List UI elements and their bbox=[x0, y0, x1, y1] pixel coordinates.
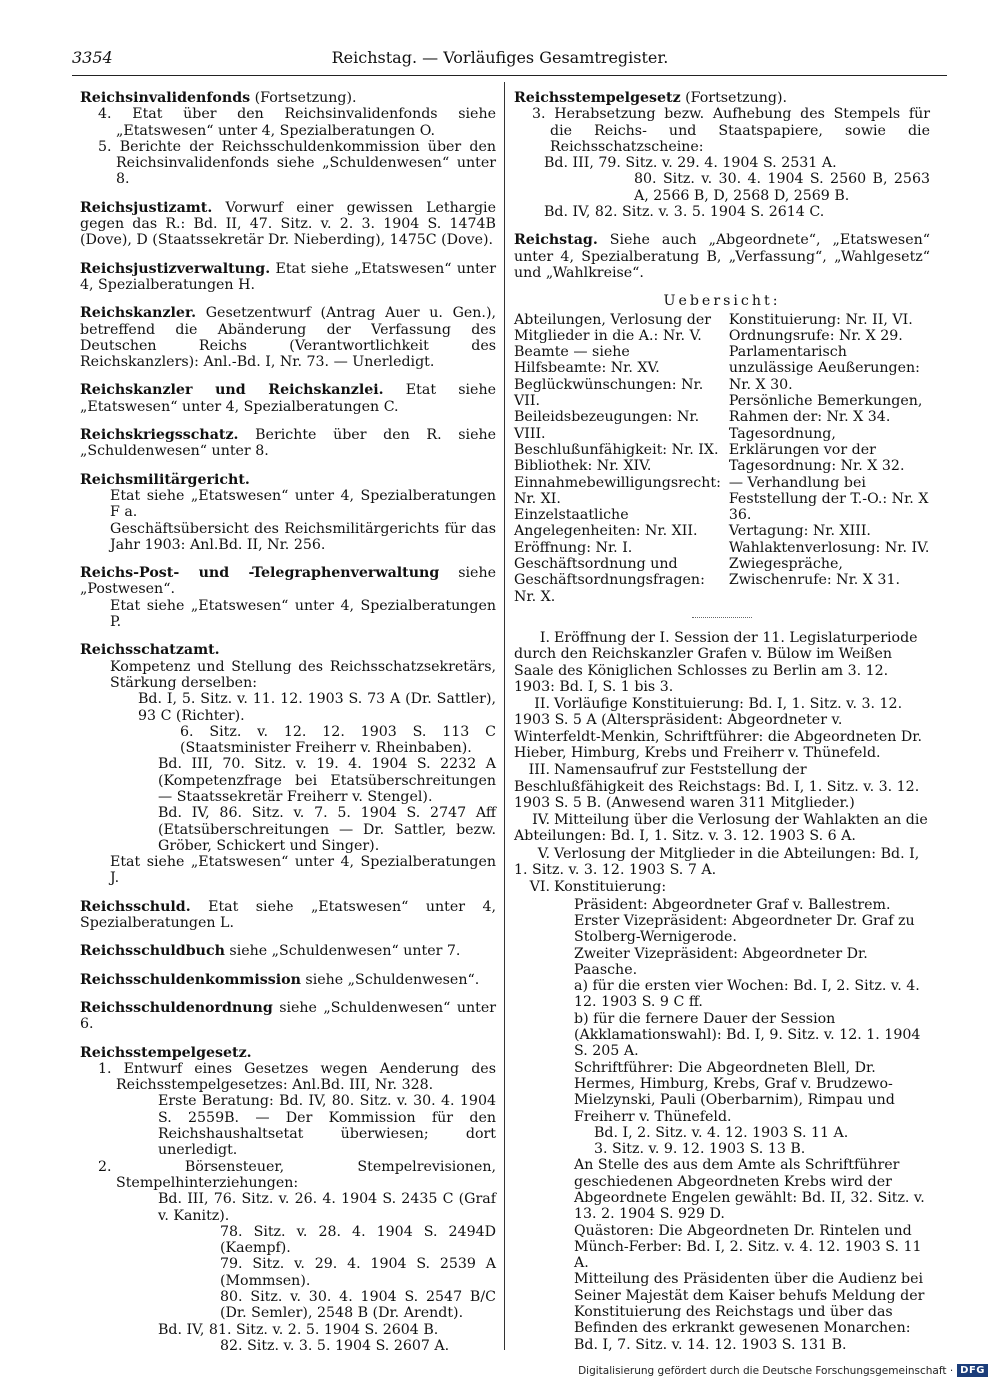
overview-item: Wahlaktenverlosung: Nr. IV. bbox=[728, 539, 930, 556]
entry-keyword: Reichsstempelgesetz bbox=[514, 90, 681, 106]
konstituierung-line: Zweiter Vizepräsident: Abgeordneter Dr. Paasche. bbox=[574, 945, 868, 978]
index-entry bbox=[80, 472, 496, 553]
overview-item: Persönliche Bemerkungen, Rahmen der: Nr. X 34. bbox=[728, 393, 923, 426]
overview-item: Beschlußunfähigkeit: Nr. IX. bbox=[514, 441, 719, 458]
overview-item: Geschäftsordnung und Geschäftsordnungsfragen: Nr. X. bbox=[514, 556, 705, 605]
entry-line: 3. Herabsetzung bezw. Aufhebung des Stempels für die Reichs- und Staatspapiere, sowie die Reichsschatzscheine: bbox=[532, 106, 930, 155]
entry-text: Siehe auch „Abgeordnete“, „Etatswesen“ unter 4, Spezialberatung B, „Verfassung“, „Wahlgesetz“ und „Wahlkreise“. bbox=[514, 232, 930, 281]
overview-heading: Uebersicht: bbox=[663, 293, 781, 310]
entry-keyword: Reichstag. bbox=[514, 232, 598, 249]
overview-item: Abteilungen, Verlosung der Mitglieder in die A.: Nr. V. bbox=[514, 311, 712, 344]
entry-head bbox=[80, 90, 496, 106]
entry-line: 82. Sitz. v. 3. 5. 1904 S. 2607 A. bbox=[220, 1337, 450, 1354]
overview-right-list bbox=[729, 312, 930, 605]
index-entry bbox=[80, 261, 496, 294]
konstituierung-line: Erster Vizepräsident: Abgeordneter Dr. Graf zu Stolberg-Wernigerode. bbox=[574, 912, 915, 946]
konstituierung-line: 3. Sitz. v. 9. 12. 1903 S. 13 B. bbox=[594, 1141, 806, 1158]
right-column bbox=[514, 90, 930, 1353]
entry-keyword: Reichskanzler und Reichskanzlei. bbox=[80, 382, 384, 399]
page-number: 3354 bbox=[72, 48, 113, 67]
overview-item: Ordnungsrufe: Nr. X 29. bbox=[728, 327, 903, 344]
numbered-text: Namensaufruf zur Feststellung der Beschlußfähigkeit des Reichstags: Bd. I, 1. Sitz. v. 3. 12. 1903 S. 5 B. (Anwesend waren 311 Mitglieder.) bbox=[514, 762, 920, 811]
entry-text: Etat siehe „Etatswesen“ unter 4, Spezialberatungen H. bbox=[80, 260, 496, 293]
overview-item: Zwiegespräche, Zwischenrufe: Nr. X 31. bbox=[728, 556, 900, 589]
entry-text: siehe „Postwesen“. bbox=[80, 565, 496, 598]
numbered-item bbox=[514, 812, 930, 845]
entry-line: Etat siehe „Etatswesen“ unter 4, Spezialberatungen J. bbox=[110, 854, 496, 887]
entry-head bbox=[80, 382, 496, 415]
overview-item: Beamte — siehe Hilfsbeamte: Nr. XV. bbox=[514, 344, 660, 377]
numbered-sections bbox=[514, 630, 930, 896]
numbered-item bbox=[514, 879, 930, 895]
index-entry bbox=[80, 382, 496, 415]
dfg-footer bbox=[578, 1364, 988, 1377]
numbered-text: Vorläufige Konstituierung: Bd. I, 1. Sitz. v. 3. 12. 1903 S. 5 A (Alterspräsident: Abgeordneter v. Winterfeldt-Menkin, Schriftführer: die Abgeordneten Dr. Hieber, Himburg, Krebs und Freiherr v. Thünefeld. bbox=[514, 696, 922, 761]
entry-head bbox=[80, 972, 496, 988]
entry-text: Etat siehe „Etatswesen“ unter 4, Spezialberatungen C. bbox=[80, 382, 496, 415]
entry-text: (Fortsetzung). bbox=[250, 90, 357, 106]
konstituierung-line: Präsident: Abgeordneter Graf v. Ballestrem. bbox=[574, 896, 891, 913]
overview-grid bbox=[514, 312, 930, 605]
overview-item: Tagesordnung, Erklärungen vor der Tagesordnung: Nr. X 32. bbox=[728, 425, 905, 475]
index-entry bbox=[80, 90, 496, 188]
entry-line: 80. Sitz. v. 30. 4. 1904 S. 2547 B/C (Dr. Semler), 2548 B (Dr. Arendt). bbox=[220, 1289, 496, 1322]
numbered-item bbox=[514, 630, 930, 695]
roman-numeral: V. bbox=[537, 845, 550, 862]
entry-head bbox=[80, 200, 496, 249]
index-entry bbox=[80, 972, 496, 988]
overview-item: Beileidsbezeugungen: Nr. VIII. bbox=[514, 409, 700, 442]
overview-item: Parlamentarisch unzulässige Aeußerungen: Nr. X 30. bbox=[728, 344, 920, 393]
numbered-text: Eröffnung der I. Session der 11. Legislaturperiode durch den Reichskanzler Grafen v. Bülow im Weißen Saale des Königlichen Schlosses zu Berlin am 3. 12. 1903: Bd. I, S. 1 bis 3. bbox=[514, 629, 918, 695]
entry-text: Etat siehe „Etatswesen“ unter 4, Spezialberatungen L. bbox=[80, 898, 496, 932]
overview-left-list bbox=[514, 312, 721, 605]
section-separator bbox=[692, 617, 752, 618]
entry-head bbox=[80, 472, 496, 488]
entry-text: Vorwurf einer gewissen Lethargie gegen das R.: Bd. II, 47. Sitz. v. 2. 3. 1904 S. 1474B (Dove), D (Staatssekretär Dr. Nieberding), 1475C (Dove). bbox=[80, 199, 496, 249]
left-column bbox=[80, 90, 496, 1366]
konstituierung-line: Bd. I, 2. Sitz. v. 4. 12. 1903 S. 11 A. bbox=[594, 1124, 849, 1141]
entry-line: Etat siehe „Etatswesen“ unter 4, Spezialberatungen F a. bbox=[110, 487, 496, 521]
entry-text: siehe „Schuldenwesen“. bbox=[300, 971, 480, 988]
entry-head bbox=[80, 1000, 496, 1033]
overview-item: Vertagung: Nr. XIII. bbox=[728, 523, 871, 540]
right-top-entries bbox=[514, 90, 930, 281]
index-entry bbox=[80, 427, 496, 460]
konstituierung-line: Schriftführer: Die Abgeordneten Blell, Dr. Hermes, Himburg, Krebs, Graf v. Brudzewo-Mielzynski, Pauli (Oberbarnim), Rimpau und Freiherr v. Thünefeld. bbox=[574, 1059, 895, 1125]
entry-keyword: Reichsjustizamt. bbox=[80, 199, 213, 216]
entry-head bbox=[80, 305, 496, 370]
entry-keyword: Reichsschuld. bbox=[80, 898, 191, 915]
entry-text: Berichte über den R. siehe „Schuldenwesen“ unter 8. bbox=[80, 427, 496, 460]
index-entry bbox=[80, 200, 496, 249]
roman-numeral: III. bbox=[528, 762, 550, 779]
entry-line: Bd. III, 76. Sitz. v. 26. 4. 1904 S. 2435 C (Graf v. Kanitz). bbox=[158, 1191, 496, 1224]
index-entry bbox=[80, 305, 496, 370]
numbered-item bbox=[514, 696, 930, 761]
entry-head bbox=[80, 1045, 496, 1061]
entry-head bbox=[514, 232, 930, 281]
entry-line: 4. Etat über den Reichsinvalidenfonds siehe „Etatswesen“ unter 4, Spezialberatungen O. bbox=[98, 106, 496, 139]
footer-text: Digitalisierung gefördert durch die Deutsche Forschungsgemeinschaft · bbox=[578, 1364, 954, 1377]
entry-keyword: Reichsschuldenkommission bbox=[80, 971, 301, 988]
entry-line: Bd. IV, 81. Sitz. v. 2. 5. 1904 S. 2604 B. bbox=[158, 1321, 439, 1338]
roman-numeral: I. bbox=[539, 629, 550, 646]
konstituierung-line: a) für die ersten vier Wochen: Bd. I, 2. Sitz. v. 4. 12. 1903 S. 9 C ff. bbox=[574, 978, 920, 1011]
entry-line: Geschäftsübersicht des Reichsmilitärgerichts für das Jahr 1903: Anl.Bd. II, Nr. 256. bbox=[110, 520, 496, 553]
roman-numeral: VI. bbox=[529, 879, 550, 896]
entry-line: Kompetenz und Stellung des Reichsschatzsekretärs, Stärkung derselben: bbox=[110, 658, 496, 691]
entry-keyword: Reichsschatzamt. bbox=[80, 642, 220, 659]
entry-line: Bd. IV, 82. Sitz. v. 3. 5. 1904 S. 2614 C. bbox=[544, 204, 825, 221]
entry-line: 80. Sitz. v. 30. 4. 1904 S. 2560 B, 2563 A, 2566 B, D, 2568 D, 2569 B. bbox=[634, 171, 930, 204]
entry-keyword: Reichskanzler. bbox=[80, 305, 197, 322]
entry-line: 2. Börsensteuer, Stempelrevisionen, Stempelhinterziehungen: bbox=[98, 1158, 496, 1191]
entry-text: siehe „Schuldenwesen“ unter 7. bbox=[224, 943, 461, 960]
entry-keyword: Reichsjustizverwaltung. bbox=[80, 260, 271, 277]
entry-line: Erste Beratung: Bd. IV, 80. Sitz. v. 30. 4. 1904 S. 2559B. — Der Kommission für den Reichshaushaltsetat überwiesen; dort unerledigt. bbox=[158, 1093, 496, 1159]
entry-line: 79. Sitz. v. 29. 4. 1904 S. 2539 A (Mommsen). bbox=[220, 1256, 496, 1289]
numbered-item bbox=[514, 762, 930, 811]
entry-keyword: Reichsstempelgesetz. bbox=[80, 1044, 252, 1061]
entry-head bbox=[80, 427, 496, 460]
entry-line: 5. Berichte der Reichsschuldenkommission über den Reichsinvalidenfonds siehe „Schuldenwesen“ unter 8. bbox=[98, 138, 496, 188]
entry-head bbox=[80, 899, 496, 932]
numbered-item bbox=[514, 846, 930, 879]
overview-item: — Verhandlung bei Feststellung der T.-O.: Nr. X 36. bbox=[728, 474, 929, 524]
entry-keyword: Reichsmilitärgericht. bbox=[80, 471, 250, 488]
entry-line: Bd. I, 5. Sitz. v. 11. 12. 1903 S. 73 A (Dr. Sattler), 93 C (Richter). bbox=[138, 691, 496, 724]
entry-line: 6. Sitz. v. 12. 12. 1903 S. 113 C (Staatsminister Freiherr v. Rheinbaben). bbox=[180, 723, 496, 757]
index-entry bbox=[80, 1000, 496, 1033]
entry-text: siehe „Schuldenwesen“ unter 6. bbox=[80, 999, 496, 1033]
dfg-logo: DFG bbox=[957, 1364, 988, 1377]
entry-head bbox=[80, 943, 496, 959]
entry-line: 78. Sitz. v. 28. 4. 1904 S. 2494D (Kaempf). bbox=[220, 1223, 496, 1257]
numbered-text: Verlosung der Mitglieder in die Abteilungen: Bd. I, 1. Sitz. v. 3. 12. 1903 S. 7 A. bbox=[514, 845, 920, 879]
index-entry bbox=[514, 232, 930, 281]
overview-item: Beglückwünschungen: Nr. VII. bbox=[514, 376, 704, 410]
index-entry bbox=[80, 1045, 496, 1355]
entry-keyword: Reichsschuldenordnung bbox=[80, 999, 273, 1016]
konstituierung-line: Quästoren: Die Abgeordneten Dr. Rintelen und Münch-Ferber: Bd. I, 2. Sitz. v. 4. 12. 1903 S. 11 A. bbox=[574, 1222, 922, 1272]
entry-head bbox=[80, 565, 496, 598]
index-entry bbox=[514, 90, 930, 220]
roman-numeral: IV. bbox=[532, 812, 550, 829]
index-entry bbox=[80, 642, 496, 886]
entry-text: (Fortsetzung). bbox=[680, 90, 788, 106]
index-entry bbox=[80, 565, 496, 630]
overview-item: Bibliothek: Nr. XIV. bbox=[514, 458, 652, 475]
entry-keyword: Reichsschuldbuch bbox=[80, 943, 225, 960]
entry-keyword: Reichskriegsschatz. bbox=[80, 427, 239, 444]
numbered-text: Mitteilung über die Verlosung der Wahlakten an die Abteilungen: Bd. I, 1. Sitz. v. 3. 12. 1903 S. 6 A. bbox=[514, 812, 928, 845]
overview-item: Einzelstaatliche Angelegenheiten: Nr. XII. bbox=[514, 507, 698, 540]
column-divider bbox=[504, 82, 505, 1350]
entry-head bbox=[80, 642, 496, 658]
konstituierung-line: b) für die fernere Dauer der Session (Akklamationswahl): Bd. I, 9. Sitz. v. 12. 1. 1904 S. 205 A. bbox=[574, 1010, 921, 1060]
index-entry bbox=[80, 899, 496, 932]
running-header-title: Reichstag. — Vorläufiges Gesamtregister. bbox=[331, 48, 669, 67]
overview-item: Einnahmebewilligungsrecht: Nr. XI. bbox=[514, 474, 721, 507]
entry-head bbox=[80, 261, 496, 294]
entry-line: 1. Entwurf eines Gesetzes wegen Aenderung des Reichsstempelgesetzes: Anl.Bd. III, Nr. 328. bbox=[98, 1060, 496, 1094]
entry-line: Bd. III, 79. Sitz. v. 29. 4. 1904 S. 2531 A. bbox=[544, 155, 837, 172]
entry-line: Etat siehe „Etatswesen“ unter 4, Spezialberatungen P. bbox=[110, 597, 496, 631]
entry-text: Gesetzentwurf (Antrag Auer u. Gen.), betreffend die Abänderung der Verfassung des Deutschen Reichs (Verantwortlichkeit des Reichskanzlers): Anl.-Bd. I, Nr. 73. — Unerledigt. bbox=[80, 305, 496, 371]
entry-line: Bd. III, 70. Sitz. v. 19. 4. 1904 S. 2232 A (Kompetenzfrage bei Etatsüberschreitungen — Staatssekretär Freiherr v. Stengel). bbox=[158, 756, 496, 805]
header-rule bbox=[72, 75, 947, 76]
numbered-text: Konstituierung: bbox=[554, 879, 667, 896]
entry-keyword: Reichs-Post- und -Telegraphenverwaltung bbox=[80, 565, 440, 582]
konstituierung-line: An Stelle des aus dem Amte als Schriftführer geschiedenen Abgeordneten Krebs wird der Abgeordnete Engelen gewählt: Bd. II, 32. Sitz. v. 13. 2. 1904 S. 929 D. bbox=[574, 1157, 925, 1223]
index-entry bbox=[80, 943, 496, 959]
entry-line: Bd. IV, 86. Sitz. v. 7. 5. 1904 S. 2747 Aff (Etatsüberschreitungen — Dr. Sattler, bezw. Gröber, Schickert und Singer). bbox=[158, 805, 496, 854]
roman-numeral: II. bbox=[534, 696, 550, 713]
overview-item: Konstituierung: Nr. II, VI. bbox=[728, 311, 913, 328]
entry-head bbox=[514, 90, 930, 106]
entry-keyword: Reichsinvalidenfonds bbox=[80, 90, 251, 106]
konstituierung-details bbox=[514, 897, 930, 1353]
konstituierung-line: Mitteilung des Präsidenten über die Audienz bei Seiner Majestät dem Kaiser behufs Meldung der Konstituierung des Reichstags und über das Befinden des erkrankt gewesenen Monarchen: Bd. I, 7. Sitz. v. 14. 12. 1903 S. 131 B. bbox=[574, 1271, 925, 1353]
overview-item: Eröffnung: Nr. I. bbox=[514, 539, 633, 556]
